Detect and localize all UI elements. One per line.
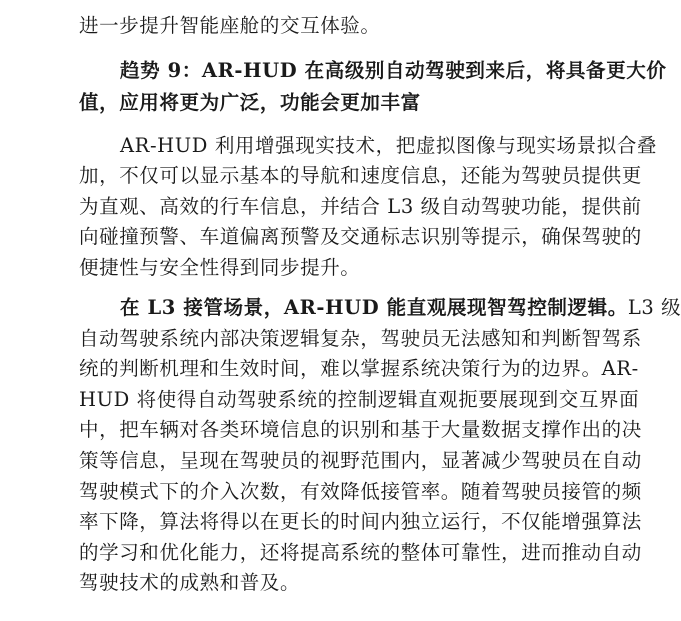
l3-bold-lead: 在 L3 接管场景，AR-HUD 能直观展现智驾控制逻辑。 [120,296,628,319]
trend9-body-line-2: 加，不仅可以显示基本的导航和速度信息，还能为驾驶员提供更 [79,164,642,187]
l3-body-line-2: 统的判断机理和生效时间，难以掌握系统决策行为的边界。AR- [79,357,639,380]
l3-body-line-4: 中，把车辆对各类环境信息的识别和基于大量数据支撑作出的决 [79,418,642,441]
l3-lead-line [120,296,681,320]
intro-tail-line: 进一步提升智能座舱的交互体验。 [79,14,381,37]
l3-body-line-3: HUD 将使得自动驾驶系统的控制逻辑直观扼要展现到交互界面 [79,388,640,411]
trend9-body-line-3: 为直观、高效的行车信息，并结合 L3 级自动驾驶功能，提供前 [79,195,642,218]
l3-body-line-1: 自动驾驶系统内部决策逻辑复杂，驾驶员无法感知和判断智驾系 [79,327,642,350]
trend9-heading-line-2: 值，应用将更为广泛，功能会更加丰富 [79,91,421,114]
l3-body-line-7: 率下降，算法将得以在更长的时间内独立运行，不仅能增强算法 [79,510,642,533]
trend9-body-line-5: 便捷性与安全性得到同步提升。 [79,256,361,279]
l3-body-line-5: 策等信息，呈现在驾驶员的视野范围内，显著减少驾驶员在自动 [79,449,642,472]
trend9-body-line-1: AR-HUD 利用增强现实技术，把虚拟图像与现实场景拟合叠 [120,134,658,157]
trend9-body-line-4: 向碰撞预警、车道偏离预警及交通标志识别等提示，确保驾驶的 [79,225,642,248]
l3-body-line-6: 驾驶模式下的介入次数，有效降低接管率。随着驾驶员接管的频 [79,480,642,503]
trend9-heading-line-1: 趋势 9：AR-HUD 在高级别自动驾驶到来后，将具备更大价 [120,59,667,82]
l3-body-line-8: 的学习和优化能力，还将提高系统的整体可靠性，进而推动自动 [79,541,642,564]
l3-lead-rest: L3 级 [627,296,681,319]
l3-body-line-9: 驾驶技术的成熟和普及。 [79,571,301,594]
